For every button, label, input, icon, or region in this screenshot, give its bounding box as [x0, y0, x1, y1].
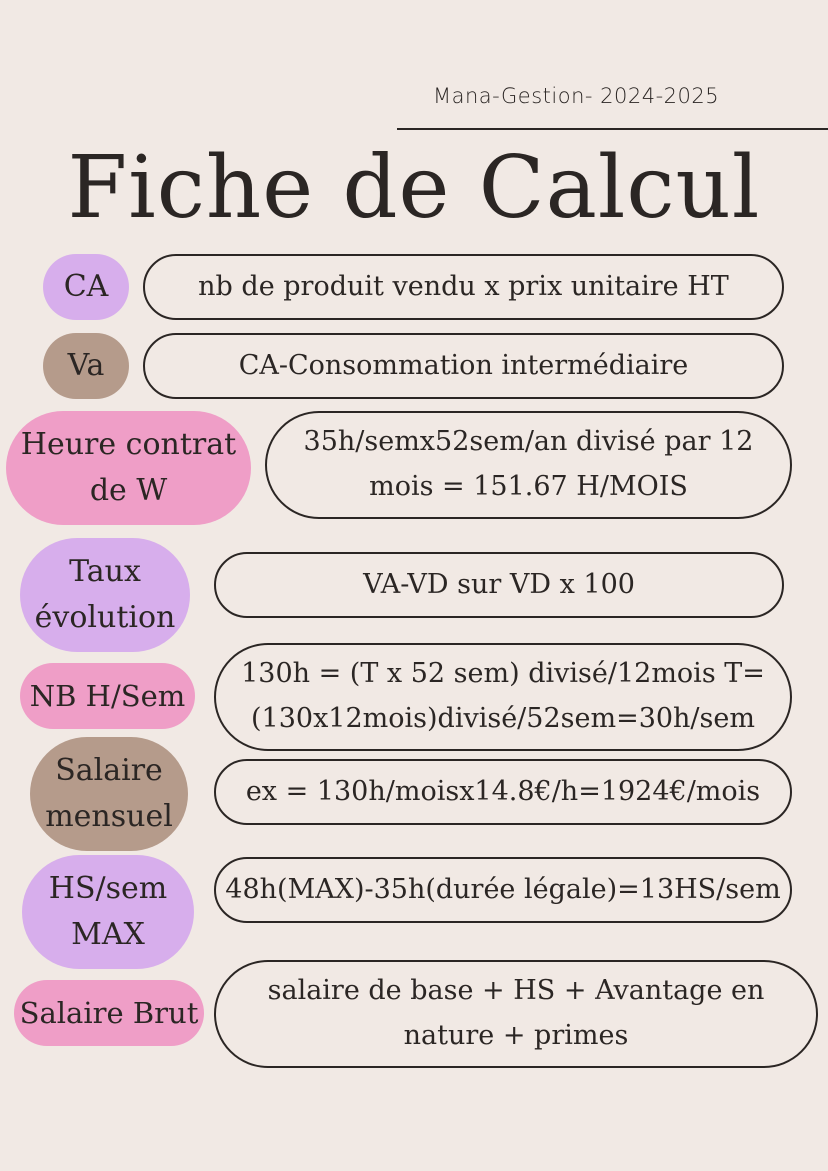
formula-hs-sem-max: 48h(MAX)-35h(durée légale)=13HS/sem — [214, 857, 792, 923]
header-text: Mana-Gestion- 2024-2025 — [433, 84, 720, 108]
label-salaire-mensuel: Salaire mensuel — [30, 737, 188, 851]
formula-ca: nb de produit vendu x prix unitaire HT — [143, 254, 784, 320]
label-hs-sem-max: HS/sem MAX — [22, 855, 194, 969]
formula-heure-contrat: 35h/semx52sem/an divisé par 12 mois = 151.67 H/MOIS — [265, 411, 792, 519]
label-ca: CA — [43, 254, 129, 320]
label-heure-contrat: Heure contrat de W — [6, 411, 251, 525]
header-divider — [397, 128, 828, 130]
label-salaire-brut: Salaire Brut — [14, 980, 204, 1046]
formula-nb-h-sem: 130h = (T x 52 sem) divisé/12mois T=(130x12mois)divisé/52sem=30h/sem — [214, 643, 792, 751]
formula-salaire-mensuel: ex = 130h/moisx14.8€/h=1924€/mois — [214, 759, 792, 825]
formula-taux-evolution: VA-VD sur VD x 100 — [214, 552, 784, 618]
label-va: Va — [43, 333, 129, 399]
label-taux-evolution: Taux évolution — [20, 538, 190, 652]
page-title: Fiche de Calcul — [67, 138, 761, 238]
label-nb-h-sem: NB H/Sem — [20, 663, 195, 729]
formula-va: CA-Consommation intermédiaire — [143, 333, 784, 399]
formula-salaire-brut: salaire de base + HS + Avantage en nature + primes — [214, 960, 818, 1068]
